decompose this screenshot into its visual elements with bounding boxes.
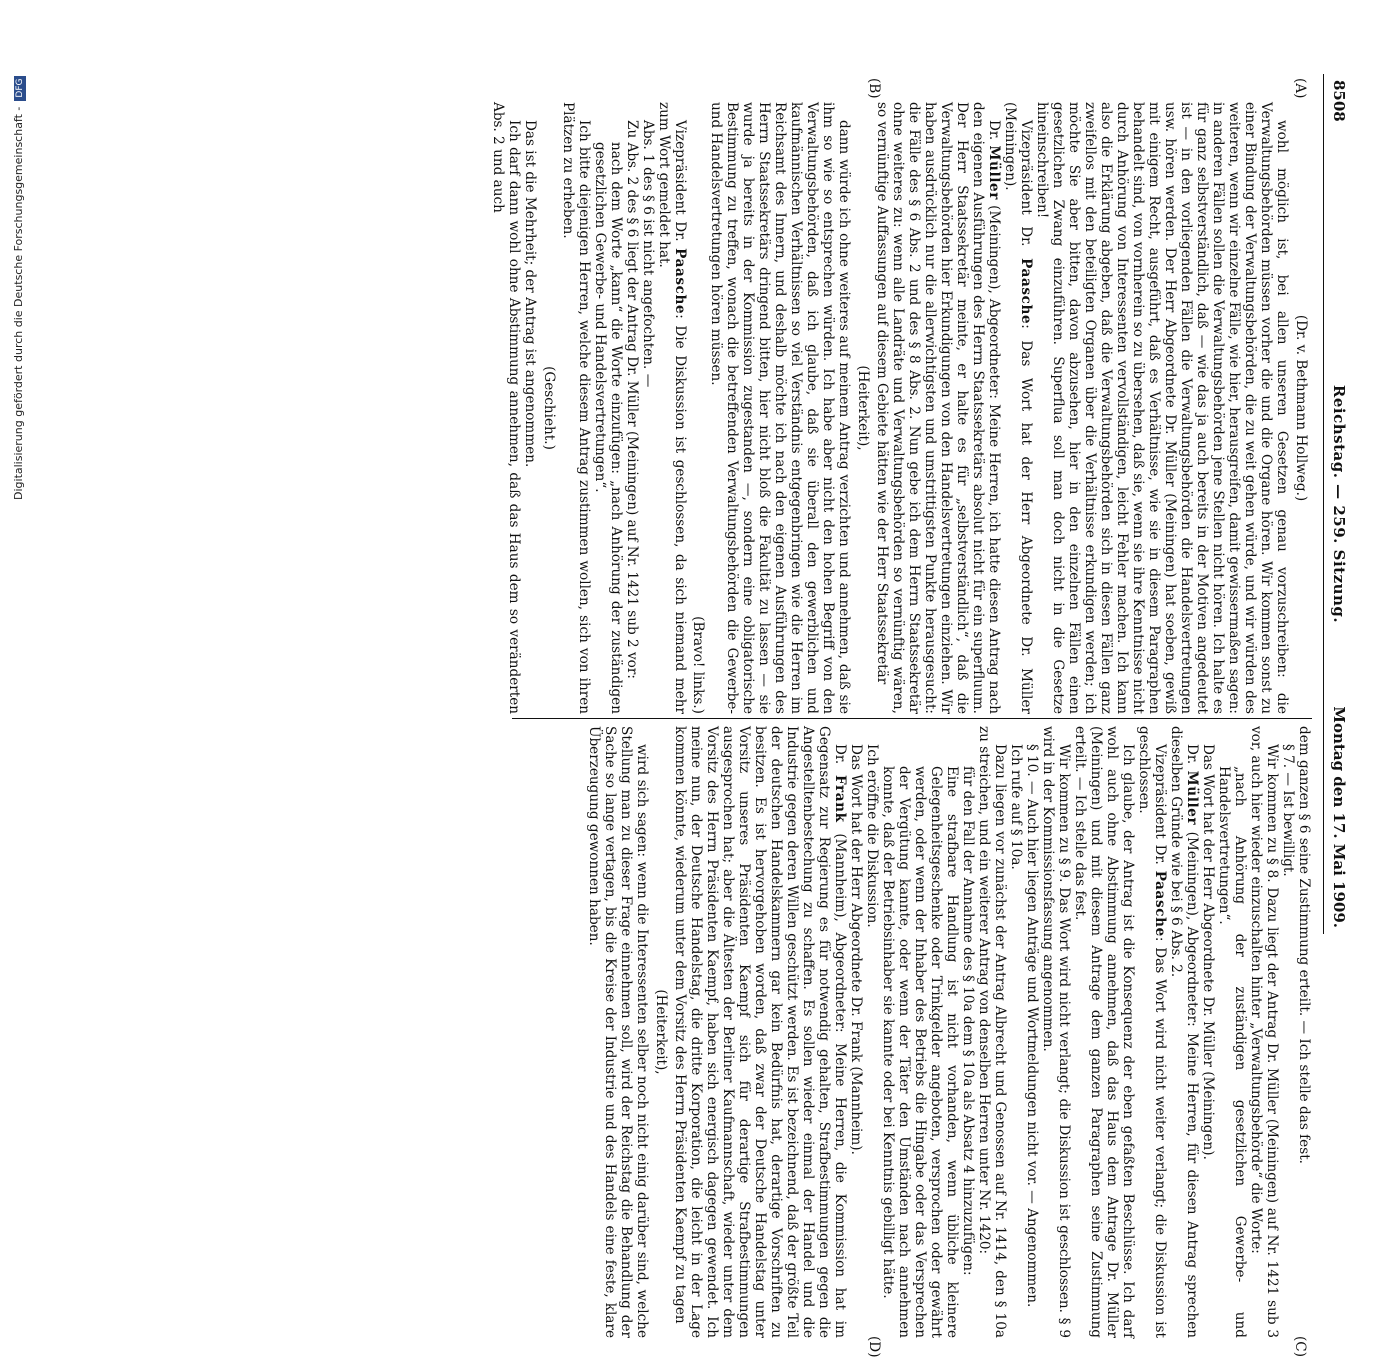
speaker-name: Paasche <box>1152 870 1168 937</box>
paragraph: § 7. — Ist bewilligt. <box>1280 744 1296 877</box>
motion-text: Eine strafbare Handlung ist nicht vorhanden, wenn übliche kleinere Gelegenheitsgeschenke oder Trinkgelder angeboten, versprochen oder gewährt werden, oder wenn der Inhaber des Betriebs die Hingabe oder das Versprechen der Vergütung kannte, oder wenn der Täter den Umständen nach annehmen konnte, daß der Betriebsinhaber sie kannte oder bei Kenntnis gebilligt hätte. <box>880 766 960 1338</box>
page-header <box>1323 74 1352 934</box>
interjection: (Geschieht.) <box>541 366 557 450</box>
header-date: Montag den 17. Mai 1909. <box>1330 706 1348 928</box>
paragraph: Zu Abs. 2 des § 6 liegt der Antrag Dr. Müller (Meiningen) auf Nr. 1421 sub 2 vor: <box>624 120 640 679</box>
speaker-name: Frank <box>832 774 848 823</box>
speaker-name: Paasche <box>672 248 688 315</box>
left-column <box>490 102 1312 714</box>
margin-mark-a: (A) <box>1292 78 1308 99</box>
speaker-name: Paasche <box>1018 258 1034 325</box>
paragraph: Wir kommen zu § 9. Das Wort wird nicht verlangt; die Diskussion ist geschlossen. § 9 wird in der Kommissionsfassung angenommen. <box>1040 726 1072 1338</box>
margin-mark-c: (C) <box>1292 1336 1308 1358</box>
paragraph: Das ist die Mehrheit; der Antrag ist angenommen. <box>522 120 538 468</box>
paragraph: Vizepräsident Dr. Paasche: Das Wort hat der Herr Abgeordnete Dr. Müller (Meiningen). <box>1002 102 1034 714</box>
digitization-credit: Digitalisierung gefördert durch die Deutsche Forschungsgemeinschaft - <box>12 106 25 500</box>
paragraph: Ich eröffne die Diskussion. <box>864 744 880 928</box>
paragraph: § 10. — Auch hier liegen Anträge und Wortmeldungen nicht vor. — Angenommen. <box>1024 744 1040 1308</box>
paragraph: wohl möglich ist, bei allen unseren Gesetzen genau vorzuschreiben: die Verwaltungsbehörden müssen vorher die und die Organe hören. Wir kommen sonst zu einer Bindung der Verwaltungsbehörden, die zu weit gehen würde, und wir würden des weiteren, wenn wir einzelne Fälle, wie hier, herausgreifen, damit gewissermaßen sagen: in anderen Fällen sollen die Verwaltungsbehörden jene Stellen nicht hören. Ich halte es für ganz selbstverständlich, daß — wie das ja auch bereits in der Motiven angedeutet ist — in den vorliegenden Fällen die Verwaltungsbehörden die Handelsvertretungen usw. hören werden. Der Herr Abgeordnete Dr. Müller (Meiningen) hat soeben, gewiß mit einigem Recht, ausgeführt, daß es Verhältnisse, wie sie in diesem Paragraphen behandelt sind, von vornherein so zu übersehen, daß sie, wenn sie ihre Kenntnisse nicht durch Anhörung von Interessenten vervollständigen, leicht Fehler machen. Ich kann also die Erklärung abgeben, daß die Verwaltungsbehörden sich in diesen Fällen ganz zweifellos mit den beteiligten Organen über die Verhältnisse erkundigen werden; ich möchte Sie aber bitten, davon abzusehen, hier in den einzelnen Fällen einen gesetzlichen Zwang einzuführen. Superflua soll man doch nicht in die Gesetze hineinschreiben! <box>1034 102 1290 714</box>
column-divider <box>512 718 1312 719</box>
header-session: Reichstag. — 259. Sitzung. <box>1330 384 1348 624</box>
dfg-logo: DFG <box>14 76 26 101</box>
paragraph: Ich bitte diejenigen Herren, welche diesem Antrag zustimmen wollen, sich von ihren Plätzen zu erheben. <box>560 102 592 714</box>
motion-text: für den Fall der Annahme des § 10a dem § 10a als Absatz 4 hinzuzufügen: <box>960 766 976 1276</box>
paragraph: wird sich sagen: wenn die Interessenten selber noch nicht einig darüber sind, welche Stellung man zu dieser Frage einnehmen soll, wird der Reichstag die Behandlung der Sache so lange vertagen, bis die Kreise der Industrie und des Handels eine feste, klare Überzeugung gewonnen haben. <box>586 726 650 1338</box>
paragraph: Das Wort hat der Herr Abgeordnete Dr. Frank (Mannheim). <box>848 744 864 1155</box>
paragraph: Vizepräsident Dr. Paasche: Die Diskussion ist geschlossen, da sich niemand mehr zum Wort gemeldet hat. <box>656 102 688 715</box>
paragraph: Ich darf dann wohl ohne Abstimmung annehmen, daß das Haus dem so veränderten Abs. 2 und auch <box>490 102 522 714</box>
paragraph: Vizepräsident Dr. Paasche: Das Wort wird nicht weiter verlangt; die Diskussion ist geschlossen. <box>1136 726 1168 1339</box>
right-column <box>586 726 1312 1338</box>
speaker-name: Müller <box>986 145 1002 201</box>
paragraph: Das Wort hat der Herr Abgeordnete Dr. Müller (Meiningen). <box>1200 744 1216 1160</box>
paragraph: dem ganzen § 6 seine Zustimmung erteilt. — Ich stelle das fest. <box>1296 726 1312 1164</box>
paragraph: Dazu liegen vor zunächst der Antrag Albrecht und Genossen auf Nr. 1414, den § 10a zu streichen, und ein weiterer Antrag von denselben Herren unter Nr. 1420: <box>976 726 1008 1338</box>
margin-mark-d: (D) <box>866 1336 882 1358</box>
paragraph: Ich rufe auf § 10a. <box>1008 744 1024 870</box>
motion-text: „nach Anhörung der zuständigen gesetzlichen Gewerbe- und Handelsvertretungen“. <box>1216 766 1248 1338</box>
paragraph: Wir kommen zu § 8. Dazu liegt der Antrag Dr. Müller (Meiningen) auf Nr. 1421 sub 3 vor, auch hier wieder einzuschalten hinter „Verwaltungsbehörde“ die Worte: <box>1248 726 1280 1338</box>
margin-mark-b: (B) <box>866 78 882 99</box>
interjection: (Heiterkeit), <box>653 989 669 1075</box>
page-number: 8508 <box>1330 80 1348 122</box>
paragraph: dann würde ich ohne weiteres auf meinem Antrag verzichten und annehmen, daß sie ihm so wie so entsprechen würden. Ich habe aber nicht den hohen Begriff von den Verwaltungsbehörden, daß ich glaube, daß sie überall den gewerblichen und kaufmännischen Verhältnissen so viel Verständnis entgegenbringen wie die Herren im Reichsamt des Innern, und deshalb möchte ich nach den eigenen Ausführungen des Herrn Staatssekretärs dringend bitten, hier nicht bloß die Fakultät zu lassen — sie wurde ja bereits in der Kommission zugestanden —, sondern eine obligatorische Bestimmung zu treffen, wonach die betreffenden Verwaltungsbehörden die Gewerbe- und Handelsvertretungen hören müssen. <box>708 102 852 714</box>
paragraph: Dr. Müller (Meiningen), Abgeordneter: Meine Herren, ich hatte diesen Antrag nach den eigenen Ausführungen des Herrn Staatssekretärs absolut nicht für ein superfluum. Der Herr Staatssekretär meinte, er halte es für „selbstverständlich“, daß die Verwaltungsbehörden hier Erkundigungen von den Handelsvertretungen einziehen. Wir haben ausdrücklich nur die allerwichtigsten und umstrittigsten Punkte herausgesucht: die Fälle des § 6 Abs. 2 und des § 8 Abs. 2. Nun gebe ich dem Herrn Staatssekretär ohne weiteres zu: wenn alle Landräte und Verwaltungsbehörden so vernünftig wären, so vernünftige Auffassungen auf diesem Gebiete hätten wie der Herr Staatssekretär <box>874 102 1002 714</box>
interjection: (Bravo! links.) <box>690 616 706 714</box>
interjection: (Heiterkeit), <box>855 365 871 451</box>
rotated-page-content <box>62 74 1352 1358</box>
motion-text: nach dem Worte „kann“ die Worte einzufügen: „nach Anhörung der zuständigen gesetzlichen Gewerbe- und Handelsvertretungen“. <box>592 142 624 714</box>
paragraph: Abs. 1 des § 6 ist nicht angefochten. — <box>640 120 656 388</box>
paragraph: Dr. Müller (Meiningen), Abgeordneter: Meine Herren, für diesen Antrag sprechen dieselben Gründe wie bei § 6 Abs. 2. <box>1168 726 1200 1338</box>
paragraph: Dr. Frank (Mannheim), Abgeordneter: Meine Herren, die Kommission hat im Gegensatz zur Regierung es für notwendig gehalten, Strafbestimmungen gegen die Angestelltenbestechung zu schaffen. Es sollen wieder einmal der Handel und die Industrie gegen deren Willen geschützt werden. Es ist bezeichnend, daß der größte Teil der deutschen Handelskammern gar kein Bedürfnis hat, derartige Vorschriften zu besitzen. Es ist hervorgehoben worden, daß zwar der Deutsche Handelstag unter Vorsitz unseres Präsidenten Kaempf sich für derartige Strafbestimmungen ausgesprochen hat; aber die Ältesten der Berliner Kaufmannschaft, wieder unter dem Vorsitz des Herrn Präsidenten Kaempf, haben sich energisch dagegen gewendet. Ich meine nun, der Deutsche Handelstag, die dritte Korporation, die leicht in der Lage kommen könnte, wiederum unter dem Vorsitz des Herrn Präsidenten Kaempf zu tagen <box>672 726 848 1338</box>
speaker-name: Müller <box>1184 770 1200 826</box>
paragraph: Ich glaube, der Antrag ist die Konsequenz der eben gefaßten Beschlüsse. Ich darf wohl auch ohne Abstimmung annehmen, daß das Haus dem Antrage Dr. Müller (Meiningen) und mit diesem Antrage dem ganzen Paragraphen seine Zustimmung erteilt. — Ich stelle das fest. <box>1072 726 1136 1338</box>
speaker-running-head: (Dr. v. Bethmann Hollweg.) <box>1293 314 1309 502</box>
